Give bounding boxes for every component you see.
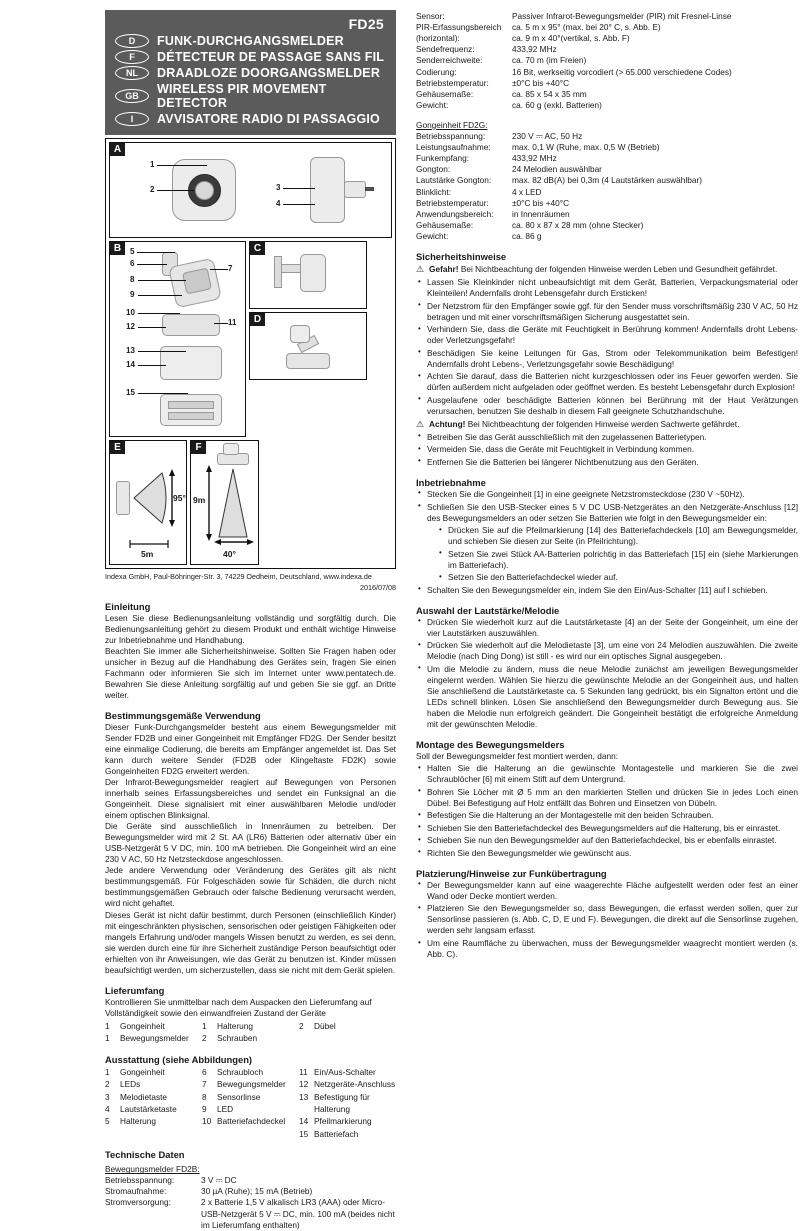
spec-value: ca. 70 m (im Freien) [512, 55, 587, 66]
heading-lieferumfang: Lieferumfang [105, 984, 165, 996]
wall-plate [274, 256, 282, 288]
language-badge-gb: GB [115, 89, 149, 103]
list-item: • Drücken Sie auf die Pfeilmarkierung [14] des Batteriefachdeckels [10] am Bewegungsmelder, und schieben Sie diesen zur Seite (in Pfeilrichtung). [437, 525, 798, 547]
heading-platzierung: Platzierung/Hinweise zur Funkübertragung [416, 867, 607, 879]
spec-row [416, 44, 798, 55]
item-number: 10 [202, 1116, 212, 1127]
horizontal-detection-cone [110, 441, 188, 566]
list-item: • Drücken Sie wiederholt auf die Melodietaste [3], um eine von 24 Melodien auszuwählen. Die zweite Melodie (nach Ding Dong) ist still - es wird nur ein optisches Signal ausgegeben. [416, 640, 798, 662]
spec-key: (horizontal): [416, 33, 460, 44]
language-row-nl [115, 66, 386, 80]
caution-body: Bei Nichtbeachtung der folgenden Hinweise werden Sachwerte gefährdet. [467, 418, 740, 429]
list-item [299, 1020, 396, 1032]
list-item [202, 1032, 299, 1044]
list-item [299, 1091, 396, 1116]
callout-12: 12 [126, 322, 135, 331]
company-address: Indexa GmbH, Paul-Böhringer-Str. 3, 74229 Oedheim, Deutschland, www.indexa.de [105, 572, 372, 581]
caution-text [429, 419, 798, 431]
lieferumfang-col-3 [299, 1020, 396, 1045]
spec-row [416, 33, 798, 44]
spec-row [416, 198, 798, 209]
list-item [202, 1091, 299, 1103]
callout-10-line [138, 313, 180, 314]
item-label: Lautstärketaste [120, 1103, 177, 1114]
gong-subheading: Gongeinheit FD2G: [416, 119, 488, 130]
spec-value: ca. 85 x 54 x 35 mm [512, 88, 587, 99]
list-item: • Verhindern Sie, dass die Geräte mit Feuchtigkeit in Berührung kommen! Andernfalls droht Lebens- oder Verletzungsgefahr! [416, 324, 798, 346]
list-item: • Vermeiden Sie, dass die Geräte mit Feuchtigkeit in Verbindung kommen. [416, 444, 798, 455]
lautstaerke-list [416, 617, 798, 730]
list-item: • Um die Melodie zu ändern, muss die neue Melodie zunächst am jeweiligen Bewegungsmelder eingelernt werden. Wählen Sie hierzu die gewünschte Melodie an der Gongeinheit aus, und halten Sie anschließend die Lautstärketaste ca. 5 Sekunden lang gedrückt, bis ein Signalton ertönt und die LEDs schnell blinken. Lösen Sie anschließend den Bewegungsmelder durch Bewegung aus. Sie haben die Melodie nun erfolgreich geändert. Die Gongeinheit bestätigt die erfolgreiche Anmeldung mit der gewünschten Melodie. [416, 664, 798, 730]
heading-inbetriebnahme: Inbetriebnahme [416, 476, 486, 488]
callout-7: 7 [228, 264, 233, 273]
lieferumfang-intro: Kontrollieren Sie unmittelbar nach dem Auspacken den Lieferumfang auf Vollständigkeit sowie den einwandfreien Zustand der Geräte [105, 996, 372, 1018]
callout-3-line [283, 188, 315, 189]
callout-6-line [137, 264, 167, 265]
detection-distance-horizontal: 5m [141, 549, 154, 559]
item-number: 12 [299, 1079, 309, 1090]
item-label: Schraubloch [217, 1066, 264, 1077]
verwendung-p3: Die Geräte sind ausschließlich in Innenräumen zu betreiben. Der Bewegungsmelder wird mit 2 St. AA (LR6) Batterien oder alternativ über ein USB-Netzgerät 5 V DC, min. 100 mA betrieben. Die Gongeinheit wird an eine 230 V AC, 50 Hz Netzsteckdose angeschlossen. [105, 821, 396, 865]
title-banner [105, 10, 396, 135]
figure-c-tag: C [250, 242, 265, 255]
item-count: 2 [299, 1020, 304, 1031]
spec-key: PIR-Erfassungsbereich [416, 22, 502, 33]
heading-lautstaerke: Auswahl der Lautstärke/Melodie [416, 604, 560, 616]
list-item: • Entfernen Sie die Batterien bei längerer Nichtbenutzung aus den Geräten. [416, 457, 798, 468]
gong-spec-table [416, 131, 798, 242]
item-label: Befestigung für Halterung [314, 1091, 370, 1114]
list-item: • Beschädigen Sie keine Leitungen für Gas, Strom oder Telekommunikation beim Befestigen! Andernfalls droht Lebens-, Verletzungsgefahr sowie Beschädigung! [416, 348, 798, 370]
montage-intro: Soll der Bewegungsmelder fest montiert werden, dann: [416, 751, 619, 762]
detector-spec-table [416, 11, 798, 111]
callout-7-line [210, 269, 228, 270]
spec-row [416, 22, 798, 33]
list-item: • Ausgelaufene oder beschädigte Batterien können bei Berührung mit der Haut Verätzungen verursachen, benutzen Sie deshalb in diesem Fall geeignete Schutzhandschuhe. [416, 395, 798, 417]
callout-13-line [138, 351, 186, 352]
spec-value: ca. 5 m x 95° (max. bei 20° C, s. Abb. E) [512, 22, 661, 33]
lieferumfang-col-1 [105, 1020, 202, 1045]
item-number: 5 [105, 1116, 110, 1127]
inbetriebnahme-sublist [427, 525, 798, 583]
callout-6: 6 [130, 259, 135, 268]
chime-side-body [310, 157, 345, 223]
montage-list [416, 763, 798, 859]
callout-8-line [138, 280, 186, 281]
spec-value: ±0°C bis +40°C [512, 197, 570, 208]
language-title-d: FUNK-DURCHGANGSMELDER [157, 34, 344, 48]
list-item: • Setzen Sie den Batteriefachdeckel wieder auf. [437, 572, 798, 583]
figure-f [190, 440, 259, 565]
danger-notice [416, 264, 798, 276]
spec-key: Gehäusemaße: [416, 88, 474, 99]
item-label: Melodietaste [120, 1091, 168, 1102]
spec-row [416, 78, 798, 89]
callout-15: 15 [126, 388, 135, 397]
callout-12-line [138, 327, 166, 328]
list-item: • Der Netzstrom für den Empfänger sowie ggf. für den Sender muss vorschriftsmäßig 230 V AC, 50 Hz betragen und mit einer vorschriftsmäßigen Sicherung ausgestattet sein. [416, 301, 798, 323]
battery-cell-2 [168, 412, 214, 420]
item-label: Gongeinheit [120, 1066, 165, 1077]
spec-key: Gewicht: [416, 230, 449, 241]
figure-panel [105, 138, 396, 569]
detection-angle-horizontal: 95° [173, 493, 186, 503]
figure-e [109, 440, 187, 565]
heading-montage: Montage des Bewegungsmelders [416, 739, 565, 751]
chime-plug-pin [365, 187, 374, 191]
heading-sicherheitshinweise: Sicherheitshinweise [416, 251, 507, 263]
item-number: 14 [299, 1116, 309, 1127]
detection-distance-vertical: 9m [193, 495, 206, 505]
einleitung-p2: Beachten Sie immer alle Sicherheitshinweise. Sollten Sie Fragen haben oder unsicher in Bezug auf die Handhabung des Gerätes sein, fragen Sie einen Fachmann oder informieren Sie sich im Internet unter www.pentatech.de. Bewahren Sie diese Anleitung sorgfältig auf und geben Sie sie ggf. an Dritte weiter. [105, 645, 396, 700]
list-item: • Schalten Sie den Bewegungsmelder ein, indem Sie den Ein/Aus-Schalter [11] auf I schieben. [416, 585, 798, 596]
verwendung-p4: Jede andere Verwendung oder Veränderung des Gerätes gilt als nicht bestimmungsgemäß. Für Folgeschäden sowie für Schäden, die durch nicht bestimmungsgemäßen Gebrauch oder falsche Bedienung verursacht werden, wird nicht gehaftet. [105, 865, 396, 909]
heading-verwendung: Bestimmungsgemäße Verwendung [105, 709, 261, 721]
callout-11: 11 [228, 318, 237, 327]
spec-key: Gehäusemaße: [416, 219, 474, 230]
spec-key: Sensor: [416, 11, 445, 21]
figure-row-3 [109, 440, 392, 565]
language-badge-i: I [115, 112, 149, 126]
list-item: • Schieben Sie den Batteriefachdeckel des Bewegungsmelders auf die Halterung, bis er einrastet. [416, 823, 798, 834]
ausstattung-list [105, 1066, 396, 1141]
list-item: • Richten Sie den Bewegungsmelder wie gewünscht aus. [416, 848, 798, 859]
callout-2-line [157, 190, 194, 191]
item-label: Halterung [217, 1020, 253, 1031]
language-title-nl: DRAADLOZE DOORGANGSMELDER [157, 66, 381, 80]
item-label: Gongeinheit [120, 1020, 165, 1031]
spec-key: Gewicht: [416, 99, 449, 110]
spec-row [416, 100, 798, 111]
spec-key: Funkempfang: [416, 153, 470, 164]
list-item [105, 1103, 202, 1115]
callout-1: 1 [150, 160, 155, 169]
spec-row [416, 209, 798, 220]
spec-row [416, 220, 798, 231]
spec-row [105, 1175, 396, 1186]
spec-row [416, 142, 798, 153]
spec-key: Stromaufnahme: [105, 1186, 167, 1197]
model-code: FD25 [348, 16, 384, 32]
battery-compartment [160, 394, 222, 426]
language-badge-d: D [115, 34, 149, 48]
detection-angle-vertical: 40° [223, 549, 236, 559]
wall-mount-detector [300, 254, 326, 292]
list-item: • Setzen Sie zwei Stück AA-Batterien polrichtig in das Batteriefach [15] ein (siehe Markierungen im Batteriefach). [437, 549, 798, 571]
list-item: • Halten Sie die Halterung an die gewünschte Montagestelle und markieren Sie die zwei Schraublöcher [6] mit einem Stift auf dem Untergrund. [416, 763, 798, 785]
danger-body: Bei Nichtbeachtung der folgenden Hinweise werden Leben und Gesundheit gefährdet. [460, 264, 778, 275]
lieferumfang-col-2 [202, 1020, 299, 1045]
list-item: • Bohren Sie Löcher mit Ø 5 mm an den markierten Stellen und drücken Sie in jedes Loch einen Dübel. Bei Befestigung auf Holz entfällt das Bohren und Einsetzen von Dübeln. [416, 787, 798, 809]
callout-3: 3 [276, 183, 281, 192]
wall-mount-arm [280, 264, 302, 273]
callout-8: 8 [130, 275, 135, 284]
list-item [105, 1115, 202, 1127]
spec-value: in Innenräumen [512, 208, 570, 219]
spec-value: max. 0,1 W (Ruhe, max. 0,5 W (Betrieb) [512, 142, 660, 153]
spec-key: Betriebstemperatur: [416, 77, 489, 88]
spec-value: 4 x LED [512, 186, 542, 197]
list-item: • Achten Sie darauf, dass die Batterien nicht kurzgeschlossen oder ins Feuer geworfen werden. Sie dürfen außerdem nicht aufgeladen oder geöffnet werden. Es besteht Lebensgefahr durch Explosion! [416, 371, 798, 393]
caution-label: Achtung! [429, 418, 466, 429]
list-item [202, 1078, 299, 1090]
figure-row-2 [109, 241, 392, 437]
list-item: • Um eine Raumfläche zu überwachen, muss der Bewegungsmelder waagrecht montiert werden (s. Abb. C). [416, 938, 798, 960]
figure-b [109, 241, 246, 437]
spec-key: Betriebsspannung: [416, 130, 486, 141]
figure-a [109, 142, 392, 238]
callout-2: 2 [150, 185, 155, 194]
list-item [105, 1066, 202, 1078]
callout-11-line [214, 323, 228, 324]
figure-column-cd [249, 241, 367, 437]
spec-key: Sendefrequenz: [416, 44, 475, 55]
language-badge-f: F [115, 50, 149, 64]
callout-14: 14 [126, 360, 135, 369]
figure-f-tag: F [191, 441, 206, 454]
spec-row [416, 153, 798, 164]
language-title-gb: WIRELESS PIR MOVEMENT DETECTOR [157, 82, 327, 110]
list-item [105, 1020, 202, 1032]
callout-14-line [138, 365, 166, 366]
language-row-i [115, 112, 386, 126]
warning-triangle-icon: ⚠ [416, 264, 425, 275]
lieferumfang-list [105, 1020, 396, 1045]
language-title-i: AVVISATORE RADIO DI PASSAGGIO [157, 112, 380, 126]
verwendung-p5: Dieses Gerät ist nicht dafür bestimmt, durch Personen (einschließlich Kinder) mit eingeschränkten physischen, sensorischen oder geistigen Fähigkeiten oder mangels Erfahrung und/oder mangels Wissen benutzt zu werden, es sei denn, sie werden durch eine für ihre Sicherheit zuständige Person beaufsichtigt oder erhielten von ihr Anweisungen, wie das Gerät zu benutzen ist. Kinder müssen beaufsichtigt werden, um sicherzustellen, dass sie nicht mit dem Gerät spielen. [105, 909, 396, 975]
item-label: Schrauben [217, 1033, 258, 1044]
spec-key: Betriebstemperatur: [416, 197, 489, 208]
spec-value: 30 µA (Ruhe); 15 mA (Betrieb) [201, 1186, 313, 1197]
list-item: • Stecken Sie die Gongeinheit [1] in eine geeignete Netzstromsteckdose (230 V ~50Hz). [416, 489, 798, 500]
spec-row [416, 11, 798, 22]
item-number: 13 [299, 1091, 309, 1102]
callout-4: 4 [276, 199, 281, 208]
item-label: Ein/Aus-Schalter [314, 1066, 376, 1077]
spec-value: ca. 60 g (exkl. Batterien) [512, 99, 602, 110]
spec-key: Stromversorgung: [105, 1197, 171, 1208]
language-row-d [115, 34, 386, 48]
callout-4-line [283, 204, 315, 205]
caution-notice [416, 419, 798, 431]
battery-cell [168, 401, 214, 409]
language-badge-nl: NL [115, 66, 149, 80]
figure-d [249, 312, 367, 380]
spec-value: ca. 9 m x 40°(vertikal, s. Abb. F) [512, 33, 630, 44]
item-count: 1 [105, 1033, 110, 1044]
spec-value: ±0°C bis +40°C [512, 77, 570, 88]
heading-ausstattung: Ausstattung (siehe Abbildungen) [105, 1053, 253, 1065]
table-stand-detector [290, 325, 310, 343]
language-row-gb [115, 82, 386, 110]
item-label: Halterung [120, 1116, 156, 1127]
callout-10: 10 [126, 308, 135, 317]
item-number: 6 [202, 1066, 207, 1077]
spec-row [416, 164, 798, 175]
figure-e-tag: E [110, 441, 125, 454]
list-item: • Schieben Sie nun den Bewegungsmelder auf den Batteriefachdeckel, bis er ebenfalls einrastet. [416, 835, 798, 846]
spec-value: 433,92 MHz [512, 44, 557, 55]
list-item [105, 1091, 202, 1103]
list-item: • Befestigen Sie die Halterung an der Montagestelle mit den beiden Schrauben. [416, 810, 798, 821]
spec-value: ca. 80 x 87 x 28 mm (ohne Stecker) [512, 219, 644, 230]
technische-daten-subheading: Bewegungsmelder FD2B: [105, 1164, 200, 1175]
callout-9-line [138, 295, 182, 296]
spec-row [105, 1197, 396, 1230]
item-number: 1 [105, 1066, 110, 1077]
spec-value: 3 V ⎓ DC [201, 1175, 237, 1186]
list-item [202, 1103, 299, 1115]
danger-list [416, 277, 798, 417]
item-number: 2 [105, 1079, 110, 1090]
spec-key: Senderreichweite: [416, 55, 483, 66]
spec-row [416, 131, 798, 142]
heading-einleitung: Einleitung [105, 600, 151, 612]
spec-row [416, 187, 798, 198]
table-stand-base [286, 353, 330, 369]
verwendung-p2: Der Infrarot-Bewegungsmelder reagiert auf Bewegungen von Personen innerhalb seines Erfassungsbereiches und sendet ein Funksignal an die Gongeinheit. Diese signalisiert mit einer auswählbaren Melodie und/oder einem optischen Blinksignal. [105, 777, 396, 821]
list-item [299, 1128, 396, 1140]
platzierung-list [416, 880, 798, 960]
verwendung-p1: Dieser Funk-Durchgangsmelder besteht aus einem Bewegungsmelder mit Sender FD2B und einer Gongeinheit mit Empfänger FD2G. Der Sender besitzt eine einmalige Codierung, die bereits am Empfänger angemeldet ist. Das Set kann durch weitere Sender (FD2B oder Klingeltaste FD2K) sowie Gongeinheiten FD2G erweitert werden. [105, 721, 396, 777]
list-item: • Platzieren Sie den Bewegungsmelder so, dass Bewegungen, die erfasst werden sollen, quer zur Sensorlinse passieren (s. Abb. C, D, E und F). Bewegungen, die direkt auf die Sensorlinse zugehen, werden sehr langsam erfasst. [416, 903, 798, 936]
spec-value: 230 V ⎓ AC, 50 Hz [512, 130, 583, 141]
einleitung-p1: Lesen Sie diese Bedienungsanleitung vollständig und sorgfältig durch. Die Bedienungsanleitung gehört zu diesem Produkt und enthält wichtige Hinweise zur Inbetriebnahme und Handhabung. [105, 612, 396, 645]
spec-key: Blinklicht: [416, 186, 452, 197]
revision-date: 2016/07/08 [360, 582, 396, 592]
figure-a-tag: A [110, 143, 125, 156]
spec-row [416, 89, 798, 100]
callout-5-line [137, 252, 175, 253]
spec-key: Betriebsspannung: [105, 1175, 175, 1186]
item-number: 15 [299, 1128, 309, 1139]
list-item [105, 1078, 202, 1090]
language-row-f [115, 50, 386, 64]
left-column [0, 0, 404, 1230]
inbetriebnahme-list [416, 489, 798, 596]
spec-key: Lautstärke Gongton: [416, 175, 492, 186]
list-item: • Der Bewegungsmelder kann auf eine waagerechte Fläche aufgestellt werden oder fest an einer Wand oder Decke montiert werden. [416, 880, 798, 902]
item-label: Bewegungsmelder [217, 1079, 286, 1090]
list-item [416, 502, 798, 584]
item-count: 1 [202, 1020, 207, 1031]
callout-15-line [138, 393, 188, 394]
item-number: 8 [202, 1091, 207, 1102]
item-number: 11 [299, 1066, 308, 1077]
ausstattung-col-2 [202, 1066, 299, 1141]
list-item [202, 1066, 299, 1078]
callout-1-line [157, 165, 207, 166]
list-item: • Lassen Sie Kleinkinder nicht unbeaufsichtigt mit dem Gerät, Batterien, Verpackungsmaterial oder Kleinteilen! Andernfalls droht Lebensgefahr durch Ersticken! [416, 277, 798, 299]
list-item-text: Schließen Sie den USB-Stecker eines 5 V DC USB-Netzgerätes an den Netzgeräte-Anschluss [12] des Bewegungsmelders an oder setzen Sie Batterien wie folgt in den Bewegungsmelder ein: [427, 501, 798, 523]
item-label: LEDs [120, 1079, 141, 1090]
list-item: • Drücken Sie wiederholt kurz auf die Lautstärketaste [4] an der Seite der Gongeinheit, um eine der vier Lautstärken auszuwählen. [416, 617, 798, 639]
language-title-f: DÉTECTEUR DE PASSAGE SANS FIL [157, 50, 385, 64]
item-label: Pfeilmarkierung [314, 1116, 372, 1127]
item-number: 4 [105, 1103, 110, 1114]
item-label: Netzgeräte-Anschluss [314, 1079, 396, 1090]
item-label: LED [217, 1103, 234, 1114]
danger-text [429, 264, 798, 276]
item-label: Sensorlinse [217, 1091, 261, 1102]
spec-key: Gongton: [416, 164, 451, 175]
item-number: 9 [202, 1103, 207, 1114]
list-item [299, 1115, 396, 1127]
ausstattung-col-1 [105, 1066, 202, 1141]
right-column [404, 0, 808, 1165]
danger-label: Gefahr! [429, 264, 459, 275]
spec-value: max. 82 dB(A) bei 0,3m (4 Lautstärken auswählbar) [512, 175, 702, 186]
technische-daten-table [105, 1175, 396, 1231]
figure-d-tag: D [250, 313, 265, 326]
figure-c [249, 241, 367, 309]
spec-row [416, 175, 798, 186]
spec-key: Anwendungsbereich: [416, 208, 494, 219]
spec-row [416, 55, 798, 66]
item-label: Bewegungsmelder [120, 1033, 189, 1044]
spec-value: Passiver Infrarot-Bewegungsmelder (PIR) mit Fresnel-Linse [512, 11, 732, 21]
ausstattung-col-3 [299, 1066, 396, 1141]
figure-b-tag: B [110, 242, 125, 255]
chime-speaker-center [195, 181, 214, 200]
callout-9: 9 [130, 290, 135, 299]
list-item [299, 1066, 396, 1078]
item-number: 7 [202, 1079, 207, 1090]
spec-value: 2 x Batterie 1,5 V alkalisch LR3 (AAA) oder Micro-USB-Netzgerät 5 V ⎓ DC, min. 100 mA (beides nicht im Lieferumfang enthalten) [201, 1197, 395, 1230]
spec-key: Leistungsaufnahme: [416, 142, 491, 153]
spec-value: 24 Melodien auswählbar [512, 164, 602, 175]
spec-row [416, 67, 798, 78]
list-item [299, 1078, 396, 1090]
list-item [105, 1032, 202, 1044]
heading-technische-daten: Technische Daten [105, 1149, 185, 1161]
spec-value: ca. 86 g [512, 230, 542, 241]
callout-5: 5 [130, 247, 135, 256]
spec-value: 16 Bit, werkseitig vorcodiert (> 65.000 verschiedene Codes) [512, 66, 732, 77]
spec-row [105, 1186, 396, 1197]
chime-plug [344, 181, 366, 198]
caution-list [416, 432, 798, 468]
item-label: Dübel [314, 1020, 336, 1031]
item-count: 1 [105, 1020, 110, 1031]
item-count: 2 [202, 1033, 207, 1044]
warning-triangle-icon: ⚠ [416, 418, 425, 429]
item-label: Batteriefachdeckel [217, 1116, 286, 1127]
list-item [202, 1020, 299, 1032]
spec-key: Codierung: [416, 66, 457, 77]
battery-cover-piece [162, 314, 220, 336]
list-item: • Betreiben Sie das Gerät ausschließlich mit den zugelassenen Batterietypen. [416, 432, 798, 443]
callout-13: 13 [126, 346, 135, 355]
item-label: Batteriefach [314, 1128, 359, 1139]
spec-row [416, 231, 798, 242]
item-number: 3 [105, 1091, 110, 1102]
spec-value: 433,92 MHz [512, 153, 557, 164]
list-item [202, 1115, 299, 1127]
